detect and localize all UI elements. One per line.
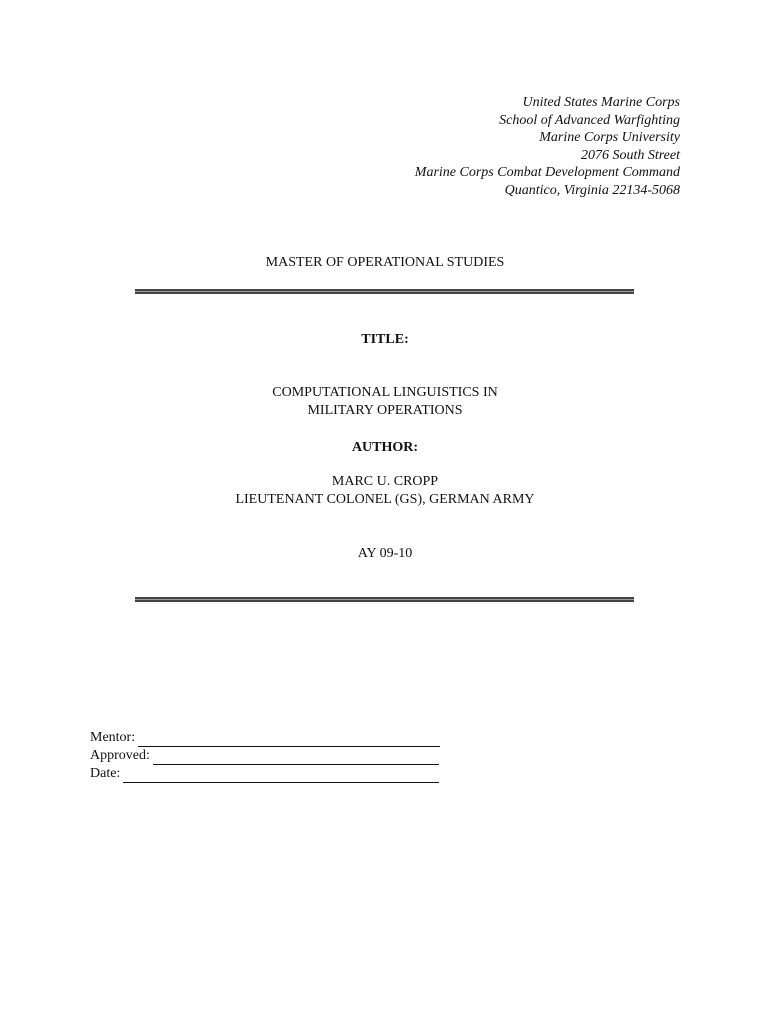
author-label: AUTHOR:	[351, 440, 419, 455]
mentor-label: Mentor:	[90, 730, 136, 745]
address-line: 2076 South Street	[580, 147, 680, 163]
address-block	[415, 94, 680, 200]
thesis-title	[0, 384, 770, 420]
academic-year: AY 09-10	[357, 546, 413, 561]
title-label: TITLE:	[361, 332, 409, 347]
mentor-row	[90, 729, 440, 747]
address-line: Quantico, Virginia 22134-5068	[504, 182, 680, 198]
signature-block	[90, 729, 440, 783]
address-line: School of Advanced Warfighting	[499, 112, 680, 128]
author-name: MARC U. CROPP	[331, 474, 439, 489]
thesis-title-line: COMPUTATIONAL LINGUISTICS IN	[272, 385, 498, 400]
double-rule-top	[135, 289, 634, 294]
author-info	[0, 473, 770, 509]
address-line: United States Marine Corps	[522, 95, 680, 110]
author-rank: LIEUTENANT COLONEL (GS), GERMAN ARMY	[235, 492, 535, 507]
thesis-title-line: MILITARY OPERATIONS	[307, 403, 463, 418]
mentor-signature-line	[138, 731, 440, 747]
address-line: Marine Corps Combat Development Command	[414, 165, 680, 181]
date-signature-line	[123, 767, 439, 783]
program-heading: MASTER OF OPERATIONAL STUDIES	[265, 255, 505, 270]
approved-signature-line	[153, 749, 439, 765]
approved-label: Approved:	[90, 748, 150, 763]
date-label: Date:	[90, 766, 121, 781]
approved-row	[90, 747, 440, 765]
address-line: Marine Corps University	[539, 130, 680, 146]
date-row	[90, 765, 440, 783]
double-rule-bottom	[135, 597, 634, 602]
